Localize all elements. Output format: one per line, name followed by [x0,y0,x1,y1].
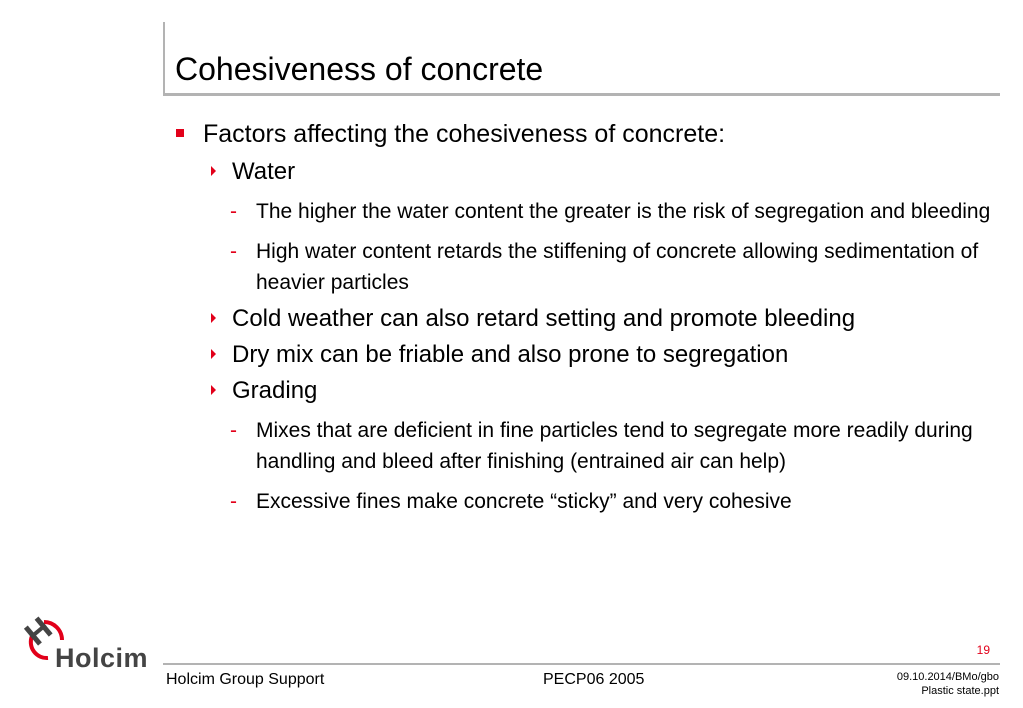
dash-bullet: - [230,419,237,442]
title-underline-rule [163,93,1000,96]
sub-bullet-water [173,157,1003,187]
water-point [173,196,1003,227]
sub-bullet-dry-mix [173,340,1003,370]
water-point-text: High water content retards the stiffening of concrete allowing sedimentation of heavier particles [256,240,979,294]
grading-point-text: Mixes that are deficient in fine particles tend to segregate more readily during handling and bleed after finishing (entrained air can help) [256,419,973,473]
footer-filename: Plastic state.ppt [921,685,999,697]
dash-bullet: - [230,200,237,223]
footer-file-info [820,670,999,698]
dash-bullet: - [230,240,237,263]
water-label: Water [232,158,296,185]
holcim-logo [18,614,152,674]
dash-bullet: - [230,490,237,513]
triangle-bullet-icon [211,385,216,395]
water-point [173,236,1003,298]
grading-label: Grading [232,377,318,404]
logo-wordmark: Holcim [55,643,149,673]
bullet-factors [173,117,1003,151]
footer-date-ref: 09.10.2014/BMo/gbo [896,671,999,683]
footer-course: PECP06 2005 [543,671,645,688]
grading-point [173,486,1003,517]
title-vertical-rule [163,22,165,96]
cold-weather-text: Cold weather can also retard setting and promote bleeding [232,305,856,332]
triangle-bullet-icon [211,313,216,323]
grading-point [173,415,1003,477]
slide-number: 19 [976,643,990,657]
slide-body [173,117,1003,517]
triangle-bullet-icon [211,166,216,176]
sub-bullet-grading [173,376,1003,406]
square-bullet-icon [176,129,184,137]
footer-organization: Holcim Group Support [166,671,325,688]
triangle-bullet-icon [211,349,216,359]
grading-point-text: Excessive fines make concrete “sticky” and very cohesive [256,490,792,513]
dry-mix-text: Dry mix can be friable and also prone to segregation [232,341,789,368]
slide-title: Cohesiveness of concrete [175,51,544,87]
water-point-text: The higher the water content the greater is the risk of segregation and bleeding [256,200,991,223]
footer-rule [163,663,1000,665]
bullet-factors-text: Factors affecting the cohesiveness of concrete: [203,120,726,148]
sub-bullet-cold-weather [173,304,1003,334]
